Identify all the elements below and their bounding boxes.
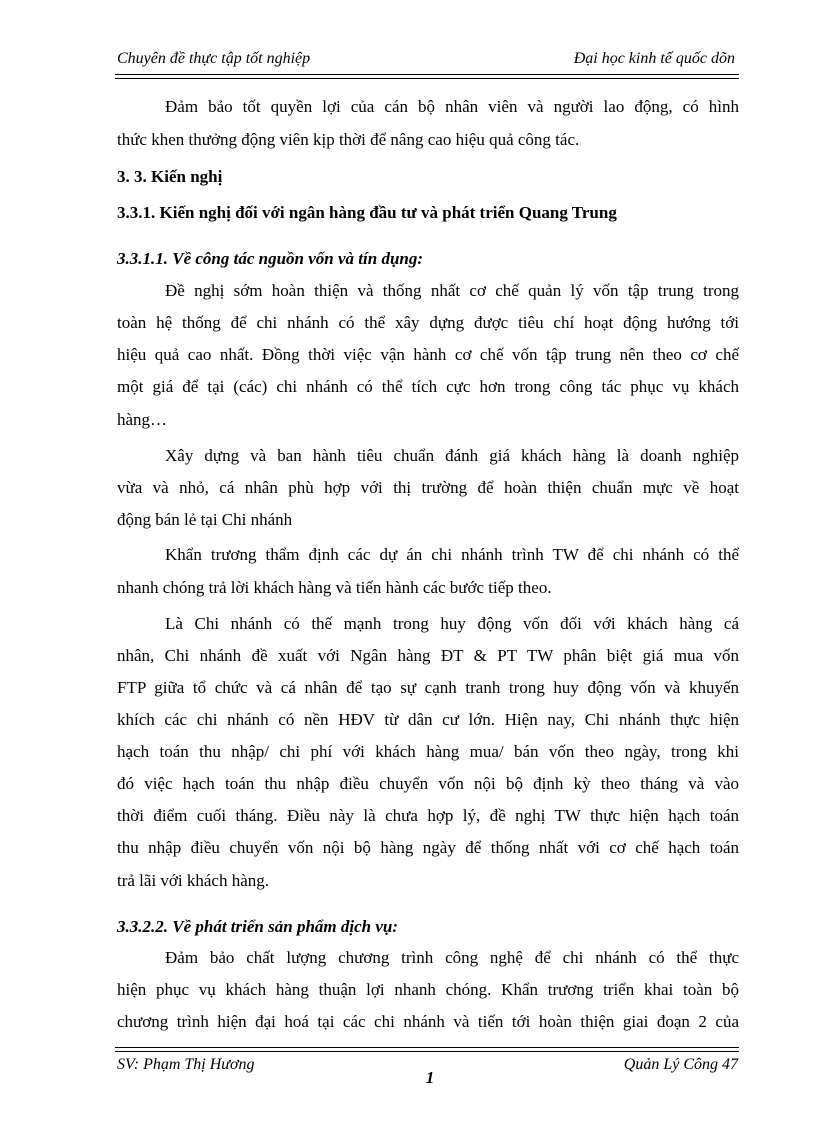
paragraph-line: Đảm bảo tốt quyền lợi của cán bộ nhân viên và người lao động, có hình: [165, 97, 739, 116]
paragraph-line: động bán lẻ tại Chi nhánh: [117, 510, 293, 529]
paragraph-line: Xây dựng và ban hành tiêu chuẩn đánh giá khách hàng là doanh nghiệp: [165, 446, 739, 465]
paragraph-line: chương trình hiện đại hoá tại các chi nhánh và tiến tới hoàn thiện giai đoạn 2 của: [117, 1012, 739, 1031]
footer-right: Quản Lý Công 47: [623, 1056, 738, 1073]
section-heading: 3. 3. Kiến nghị: [117, 167, 223, 186]
subsubsection-heading: 3.3.2.2. Về phát triển sản phẩm dịch vụ:: [117, 917, 399, 936]
paragraph-line: khích các chi nhánh có nền HĐV từ dân cư lớn. Hiện nay, Chi nhánh thực hiện: [117, 710, 739, 729]
paragraph-line: một giá để tại (các) chi nhánh có thể tích cực hơn trong công tác phục vụ khách: [117, 377, 739, 396]
header-left: Chuyên đề thực tập tốt nghiệp: [117, 50, 311, 67]
header-rule: [115, 74, 739, 75]
paragraph-line: nhanh chóng trả lời khách hàng và tiến hành các bước tiếp theo.: [117, 578, 552, 597]
paragraph-line: hiệu quả cao nhất. Đồng thời việc vận hành cơ chế vốn tập trung nên theo cơ chế: [117, 345, 739, 364]
paragraph-line: vừa và nhỏ, cá nhân phù hợp với thị trường để hoàn thiện chuẩn mực về hoạt: [117, 478, 739, 497]
paragraph-line: hiện phục vụ khách hàng thuận lợi nhanh chóng. Khẩn trương triển khai toàn bộ: [117, 980, 739, 999]
paragraph-line: thu nhập điều chuyển vốn nội bộ hàng ngày để thống nhất với cơ chế hạch toán: [117, 838, 739, 857]
paragraph-line: Đề nghị sớm hoàn thiện và thống nhất cơ chế quản lý vốn tập trung trong: [165, 281, 739, 300]
header-rule: [115, 78, 739, 79]
header-right: Đại học kinh tế quốc dõn: [573, 50, 735, 67]
paragraph-line: hàng…: [117, 410, 168, 429]
footer-rule: [115, 1047, 739, 1048]
paragraph-line: FTP giữa tổ chức và cá nhân để tạo sự cạnh tranh trong huy động vốn và khuyến: [117, 678, 739, 697]
paragraph-line: thức khen thưởng động viên kịp thời để nâng cao hiệu quả công tác.: [117, 130, 580, 149]
paragraph-line: trả lãi với khách hàng.: [117, 871, 270, 890]
paragraph-line: Đảm bảo chất lượng chương trình công nghệ để chi nhánh có thể thực: [165, 948, 739, 967]
paragraph-line: hạch toán thu nhập/ chi phí với khách hàng mua/ bán vốn theo ngày, trong khi: [117, 742, 739, 761]
paragraph-line: đó việc hạch toán thu nhập điều chuyển vốn nội bộ định kỳ theo tháng và vào: [117, 774, 739, 793]
paragraph-line: thời điểm cuối tháng. Điều này là chưa hợp lý, đề nghị TW thực hiện hạch toán: [117, 806, 739, 825]
subsection-heading: 3.3.1. Kiến nghị đối với ngân hàng đầu tư và phát triển Quang Trung: [117, 203, 617, 222]
footer-rule: [115, 1051, 739, 1052]
subsubsection-heading: 3.3.1.1. Về công tác nguồn vốn và tín dụng:: [117, 249, 424, 268]
paragraph-line: Là Chi nhánh có thế mạnh trong huy động vốn đối với khách hàng cá: [165, 614, 739, 633]
page-header: [117, 48, 737, 72]
footer-author: SV: Phạm Thị Hương: [117, 1056, 255, 1073]
paragraph-line: nhân, Chi nhánh đề xuất với Ngân hàng ĐT & PT TW phân biệt giá mua vốn: [117, 646, 739, 665]
page-number: 1: [425, 1068, 435, 1087]
paragraph-line: Khẩn trương thẩm định các dự án chi nhánh trình TW để chi nhánh có thể: [165, 545, 739, 564]
paragraph-line: toàn hệ thống để chi nhánh có thể xây dựng được tiêu chí hoạt động hướng tới: [117, 313, 739, 332]
